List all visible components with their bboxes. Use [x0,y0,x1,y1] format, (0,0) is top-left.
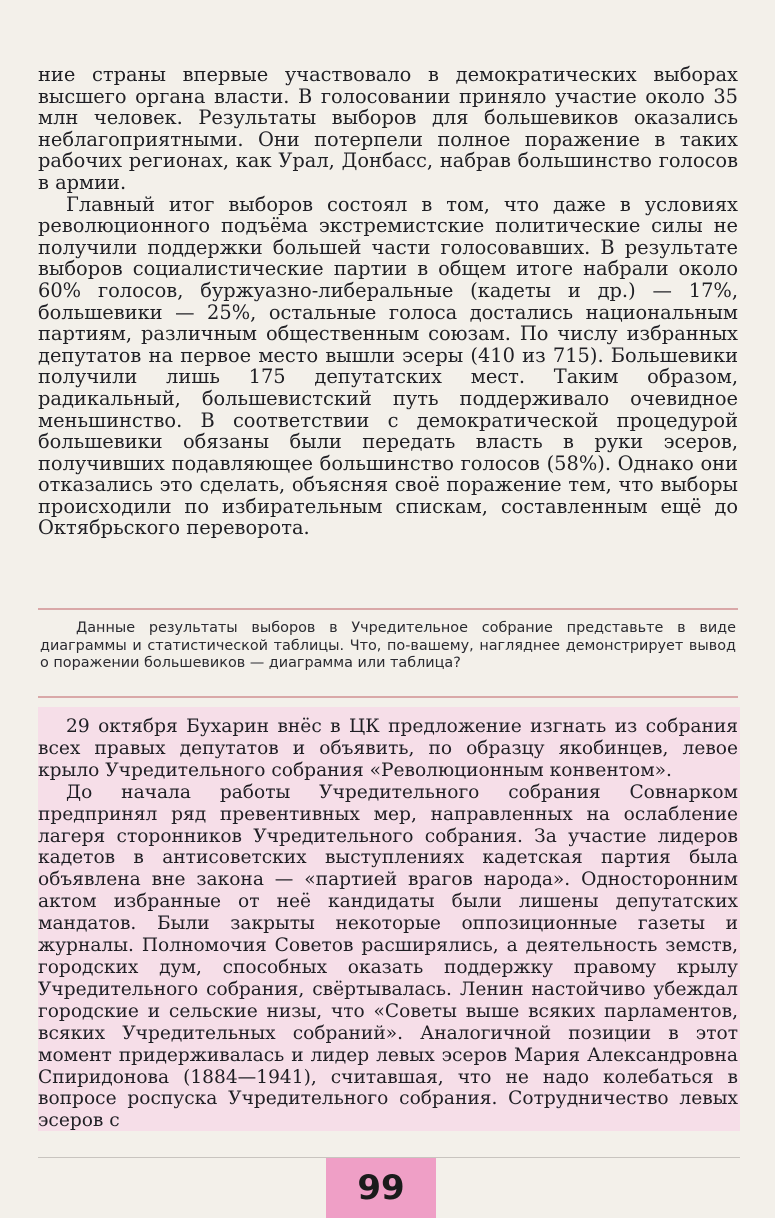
task-question: Данные результаты выборов в Учредительное собрание представьте в виде диаграммы и статистической таблицы. Что, по-вашему, нагляднее демонстрирует вывод о поражении большевиков — диаграмма или таблица? [40,620,736,671]
page-number-badge [326,1158,436,1218]
highlighted-text [38,716,738,1132]
page-number: 99 [357,1168,405,1208]
paragraph-election-turnout: ние страны впервые участвовало в демократических выборах высшего органа власти. В голосовании приняло участие около 35 млн человек. Результаты выборов для большевиков оказались неблагоприятными. Они потерпели полное поражение в таких рабочих регионах, как Урал, Донбасс, набрав большинство голосов в армии. [38,63,738,194]
main-text [38,64,738,539]
paragraph-bukharin-proposal: 29 октября Бухарин внёс в ЦК предложение изгнать из собрания всех правых депутатов и объявить, по образцу якобинцев, левое крыло Учредительного собрания «Революционным конвентом». [38,716,738,781]
paragraph-election-results: Главный итог выборов состоял в том, что даже в условиях революционного подъёма экстремистские политические силы не получили поддержки большей части голосовавших. В результате выборов социалистические партии в общем итоге набрали около 60% голосов, буржуазно-либеральные (кадеты и др.) — 17%, большевики — 25%, остальные голоса достались национальным партиям, различным общественным союзам. По числу избранных депутатов на первое место вышли эсеры (410 из 715). Большевики получили лишь 175 депутатских мест. Таким образом, радикальный, большевистский путь поддерживало очевидное меньшинство. В соответствии с демократической процедурой большевики обязаны были передать власть в руки эсеров, получивших подавляющее большинство голосов (58%). Однако они отказались это сделать, объясняя своё поражение тем, что выборы происходили по избирательным спискам, составленным ещё до Октябрьского переворота. [38,192,738,540]
task-box [38,608,738,698]
paragraph-sovnarkom-measures: До начала работы Учредительного собрания Совнарком предпринял ряд превентивных мер, направленных на ослабление лагеря сторонников Учредительного собрания. За участие лидеров кадетов в антисоветских выступлениях кадетская партия была объявлена вне закона — «партией врагов народа». Односторонним актом избранные от неё кандидаты были лишены депутатских мандатов. Были закрыты некоторые оппозиционные газеты и журналы. Полномочия Советов расширялись, а деятельность земств, городских дум, способных оказать поддержку правому крылу Учредительного собрания, свёртывалась. Ленин настойчиво убеждал городские и сельские низы, что «Советы выше всяких парламентов, всяких Учредительных собраний». Аналогичной позиции в этот момент придерживалась и лидер левых эсеров Мария Александровна Спиридонова (1884—1941), считавшая, что не надо колебаться в вопросе роспуска Учредительного собрания. Сотрудничество левых эсеров с [38,781,738,1132]
highlighted-section [38,707,740,1131]
